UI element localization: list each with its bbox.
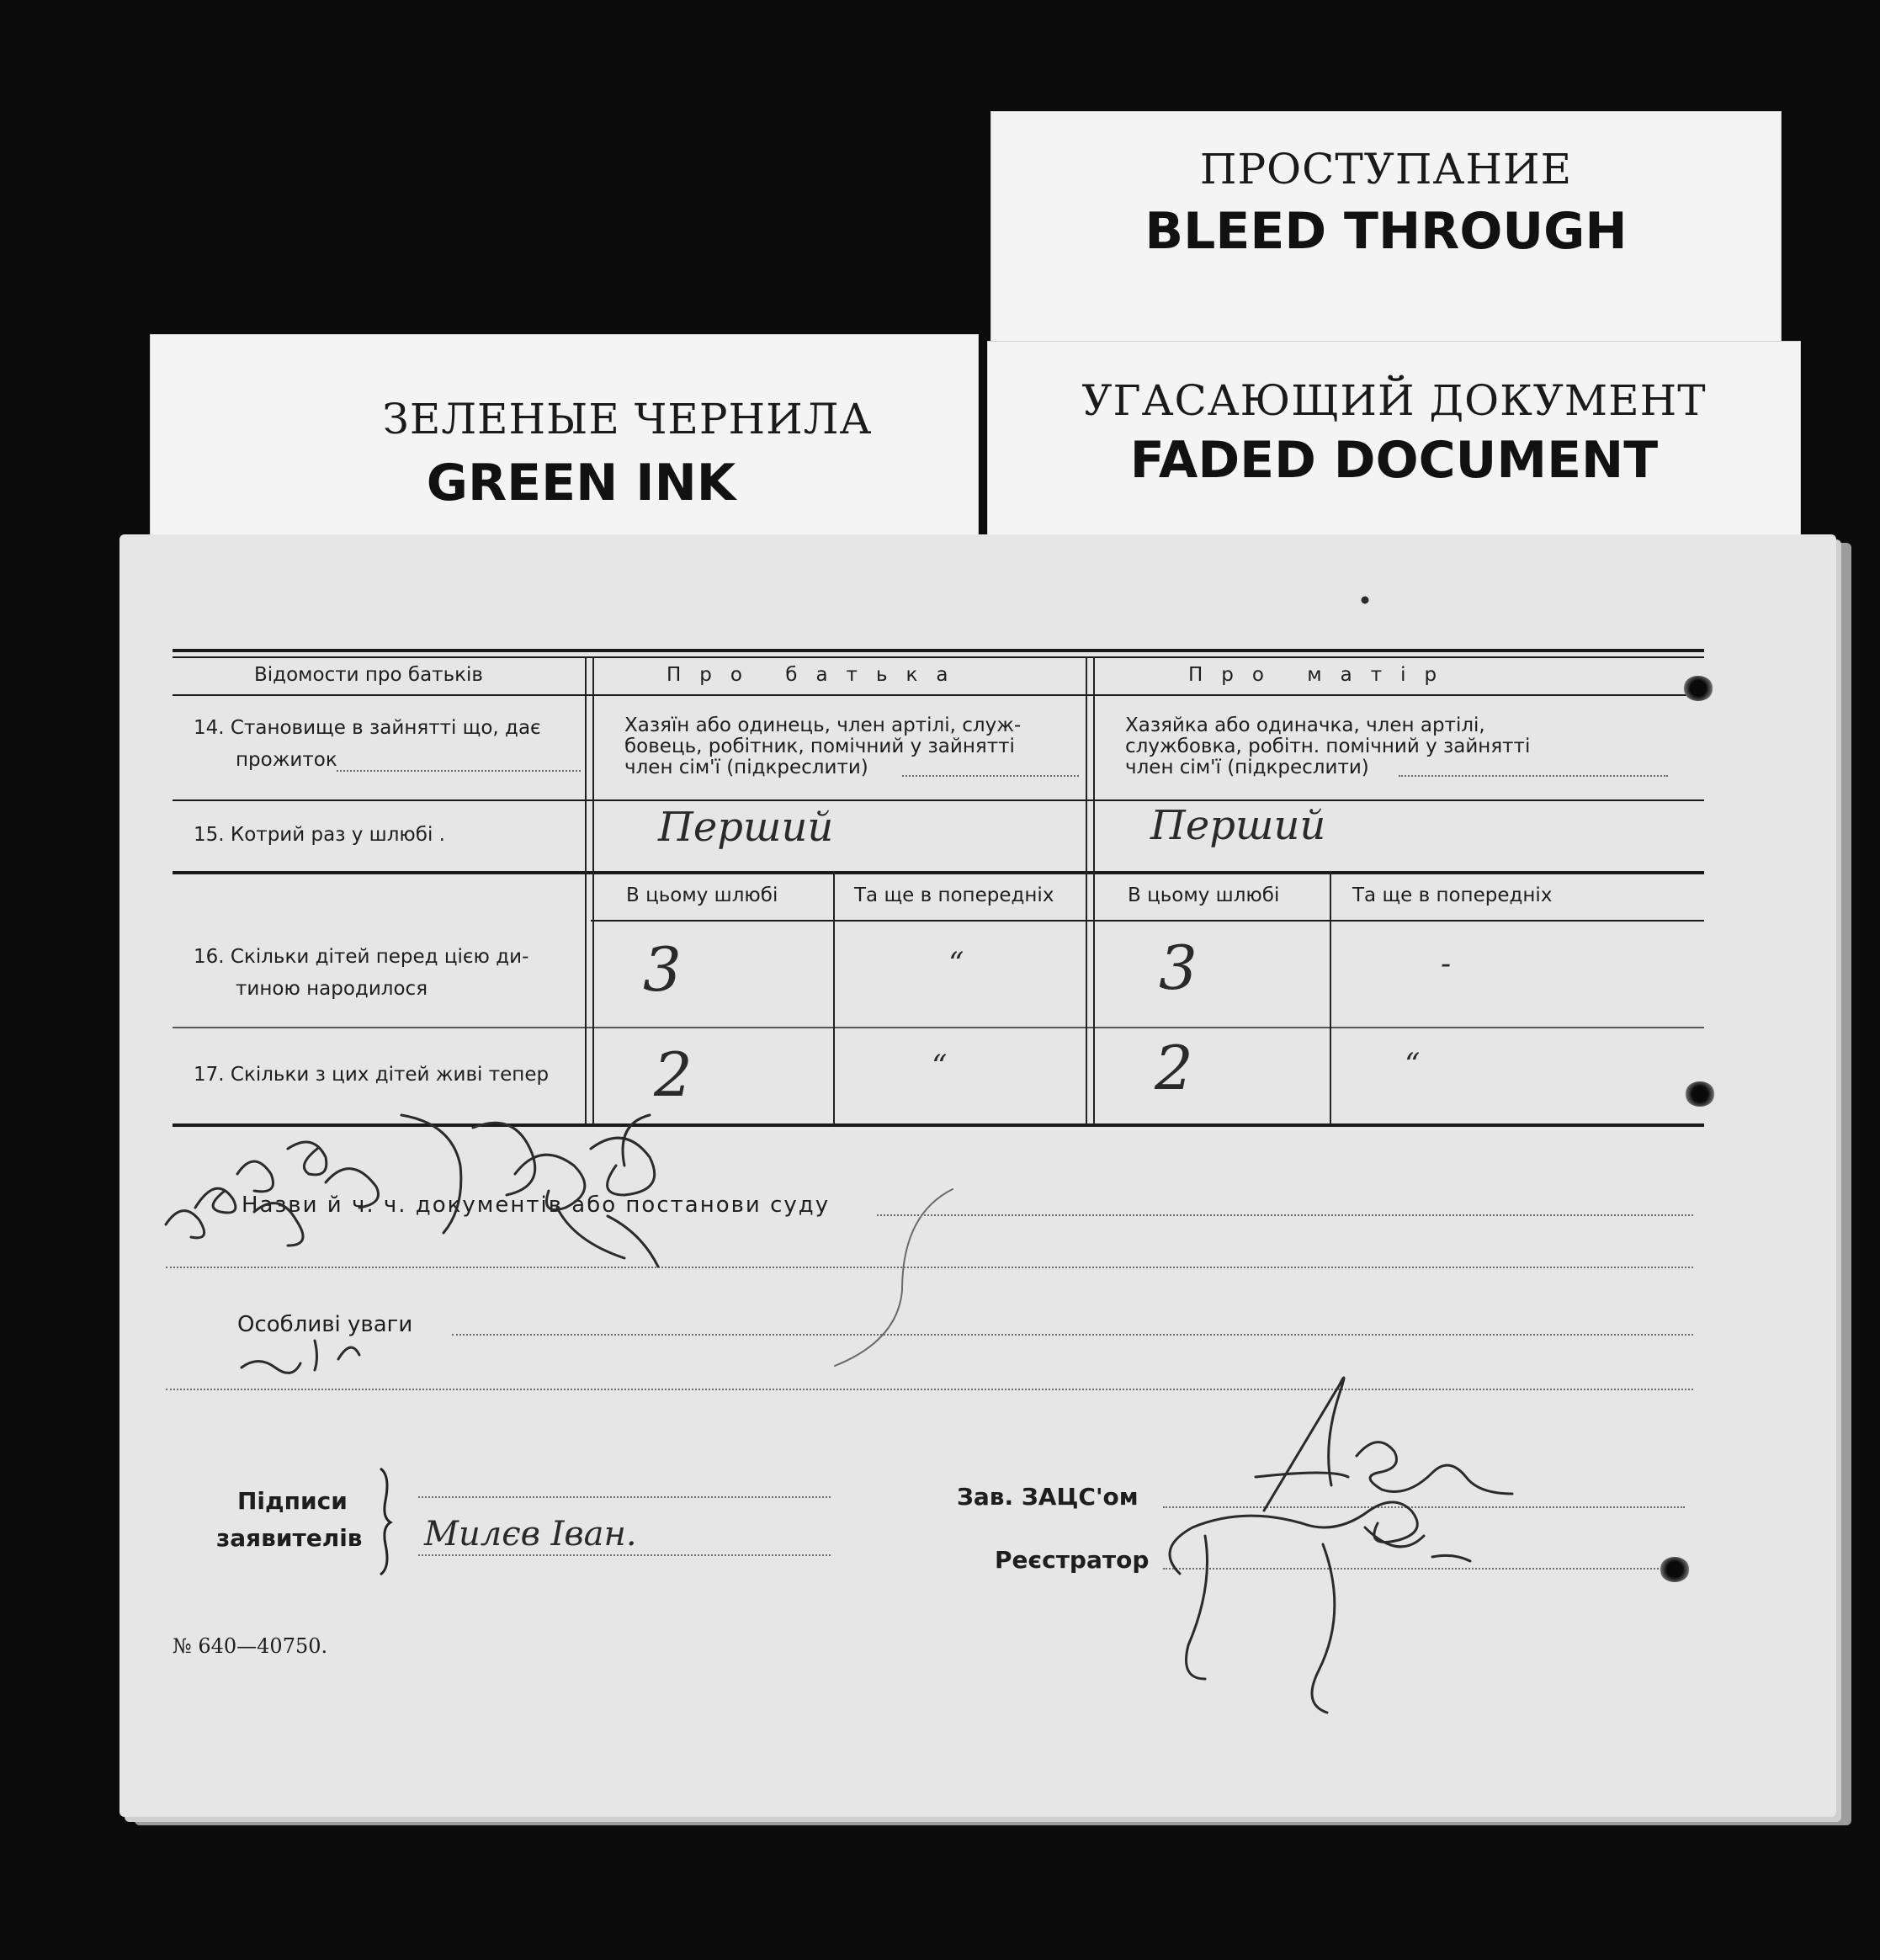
- document-sheet: [119, 534, 1836, 1817]
- row17-father-prev: “: [932, 1049, 948, 1084]
- punch-hole: [1683, 676, 1713, 701]
- row17-mother-this: 2: [1155, 1033, 1193, 1103]
- registrar-label: Реєстратор: [995, 1546, 1150, 1574]
- handwriting-overlay: [119, 534, 1836, 1817]
- row14-label-cont: прожиток: [236, 749, 337, 771]
- row14-father-options: бовець, робітник, помічний у зайнятті: [624, 736, 1015, 757]
- header-parents-info: Відомости про батьків: [254, 664, 483, 686]
- row17-mother-prev: “: [1405, 1048, 1421, 1082]
- row15-father-value: Перший: [658, 804, 834, 851]
- row17-father-this: 2: [654, 1039, 693, 1110]
- tag-en-text: FADED DOCUMENT: [1129, 431, 1659, 490]
- tag-ru-text: ПРОСТУПАНИЕ: [1199, 145, 1573, 194]
- subheader-mother-this: В цьому шлюбі: [1128, 884, 1280, 906]
- row16-father-this: 3: [643, 934, 682, 1005]
- row14-label: 14. Становище в зайнятті що, дає: [194, 717, 541, 739]
- applicant-signature: Милєв Іван.: [424, 1515, 637, 1554]
- form-number: № 640—40750.: [173, 1634, 328, 1658]
- row14-mother-options: службовка, робітн. помічний у зайнятті: [1125, 736, 1531, 757]
- tag-ru-text: УГАСАЮЩИЙ ДОКУМЕНТ: [1081, 376, 1707, 425]
- punch-hole: [1685, 1081, 1715, 1107]
- row15-mother-value: Перший: [1150, 802, 1326, 849]
- tag-en-text: GREEN INK: [426, 454, 736, 513]
- row16-label-cont: тиною народилося: [236, 978, 428, 1000]
- row16-father-prev: “: [948, 947, 964, 981]
- header-mother: Про матір: [1188, 664, 1456, 686]
- row14-father-options: Хазяїн або одинець, член артілі, служ-: [624, 714, 1022, 736]
- row16-label: 16. Скільки дітей перед цією ди-: [194, 946, 529, 968]
- tag-en-text: BLEED THROUGH: [1144, 202, 1628, 261]
- subheader-mother-previous: Та ще в попередніх: [1352, 884, 1553, 906]
- applicants-label-cont: заявителів: [216, 1524, 363, 1552]
- remarks-label: Особливі уваги: [237, 1312, 413, 1337]
- row14-father-options: член сім'ї (підкреслити): [624, 757, 868, 778]
- tag-ru-text: ЗЕЛЕНЫЕ ЧЕРНИЛА: [382, 395, 873, 444]
- punch-hole: [1660, 1557, 1690, 1582]
- documents-label: Назви й ч. ч. документів або постанови суду: [242, 1192, 831, 1218]
- row15-label: 15. Котрий раз у шлюбі .: [194, 824, 445, 846]
- subheader-father-this: В цьому шлюбі: [626, 884, 778, 906]
- head-zags-label: Зав. ЗАЦС'ом: [957, 1483, 1139, 1511]
- row16-mother-this: 3: [1159, 932, 1198, 1003]
- row14-mother-options: член сім'ї (підкреслити): [1125, 757, 1369, 778]
- bleed-through-tag: [990, 111, 1782, 355]
- subheader-father-previous: Та ще в попередніх: [854, 884, 1054, 906]
- faded-document-tag: [987, 341, 1801, 555]
- header-father: Про батька: [666, 664, 967, 686]
- row14-mother-options: Хазяйка або одиначка, член артілі,: [1125, 714, 1485, 736]
- applicants-label: Підписи: [237, 1487, 348, 1515]
- row16-mother-prev: -: [1441, 947, 1452, 981]
- row17-label: 17. Скільки з цих дітей живі тепер: [194, 1064, 550, 1086]
